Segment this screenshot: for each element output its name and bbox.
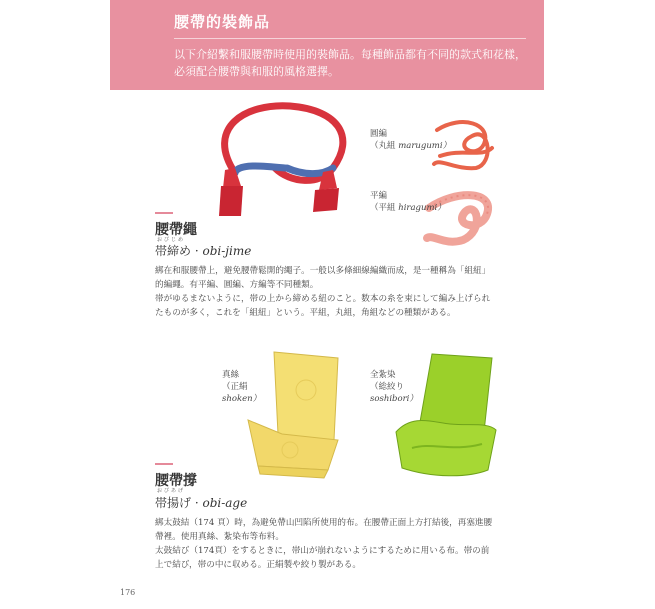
section1-body-zh: 綁在和服腰帶上，避免腰帶鬆開的繩子。一般以多條細線編織而成，是一種稱為「組紐」的編繩。有平編、圓編、方編等不同種類。: [155, 266, 491, 290]
section2-body-jp: 太鼓結び（174頁）をするときに，帯山が崩れないようにするために用いる布。帯の前上で結び，帯の中に収める。正絹製や絞り製がある。: [155, 546, 490, 570]
tie-dye-label-romaji: soshibori）: [370, 394, 418, 404]
tie-dye-label-zh: 全紮染: [370, 370, 396, 380]
section1-term-romaji: obi-jime: [202, 244, 252, 258]
page-number: 176: [120, 588, 136, 597]
tie-dye-label-jp: （総絞り: [370, 382, 405, 392]
silk-label-zh: 真絲: [222, 370, 240, 380]
silk-label-romaji: shoken）: [222, 394, 262, 404]
flat-braid-label-romaji: hiragumi）: [398, 203, 446, 213]
silk-label-jp: （正絹: [222, 382, 248, 392]
flat-braid-label: [370, 190, 446, 214]
section2-term-romaji: obi-age: [202, 496, 248, 510]
round-braid-label: [370, 128, 451, 152]
flat-braid-label-jp: （平組: [370, 203, 396, 213]
round-braid-label-romaji: marugumi）: [398, 141, 452, 151]
header-divider: [174, 38, 526, 39]
section1-ruby: おびじめ: [157, 237, 186, 243]
flat-braid-label-zh: 平編: [370, 191, 388, 201]
silk-label: [222, 369, 261, 405]
section2-ruby: おびあげ: [157, 488, 186, 494]
section1-body-jp: 帯がゆるまないように，帯の上から締める紐のこと。数本の糸を束にして編み上げられたものが多く，これを「組紐」という。平組，丸組，角組などの種類がある。: [155, 294, 491, 318]
tie-dye-label: [370, 369, 418, 405]
page-title: 腰帶的裝飾品: [174, 13, 271, 31]
section2-rule: [155, 463, 173, 465]
section2-term-jp: 帯揚げ: [155, 496, 192, 510]
section1-rule: [155, 212, 173, 214]
section1-title: 腰帶繩: [155, 222, 197, 238]
section1-term-jp: 帯締め: [155, 244, 192, 258]
round-braid-label-jp: （丸組: [370, 141, 396, 151]
obijime-cord-illustration: [205, 98, 365, 218]
section2-body-zh: 綁太鼓結（174 頁）時，為避免帶山凹陷所使用的布。在腰帶正面上方打結後，再塞進腰帶裡。使用真絲、紮染布等布料。: [155, 518, 493, 542]
section2-title: 腰帶撐: [155, 473, 197, 489]
header-description: 以下介紹繫和服腰帶時使用的裝飾品。每種飾品都有不同的款式和花樣，必須配合腰帶與和服的風格選擇。: [174, 48, 526, 78]
round-braid-label-zh: 圓編: [370, 129, 388, 139]
section1-term: 帯締め · obi-jime: [155, 244, 252, 258]
section2-term: 帯揚げ · obi-age: [155, 496, 248, 510]
